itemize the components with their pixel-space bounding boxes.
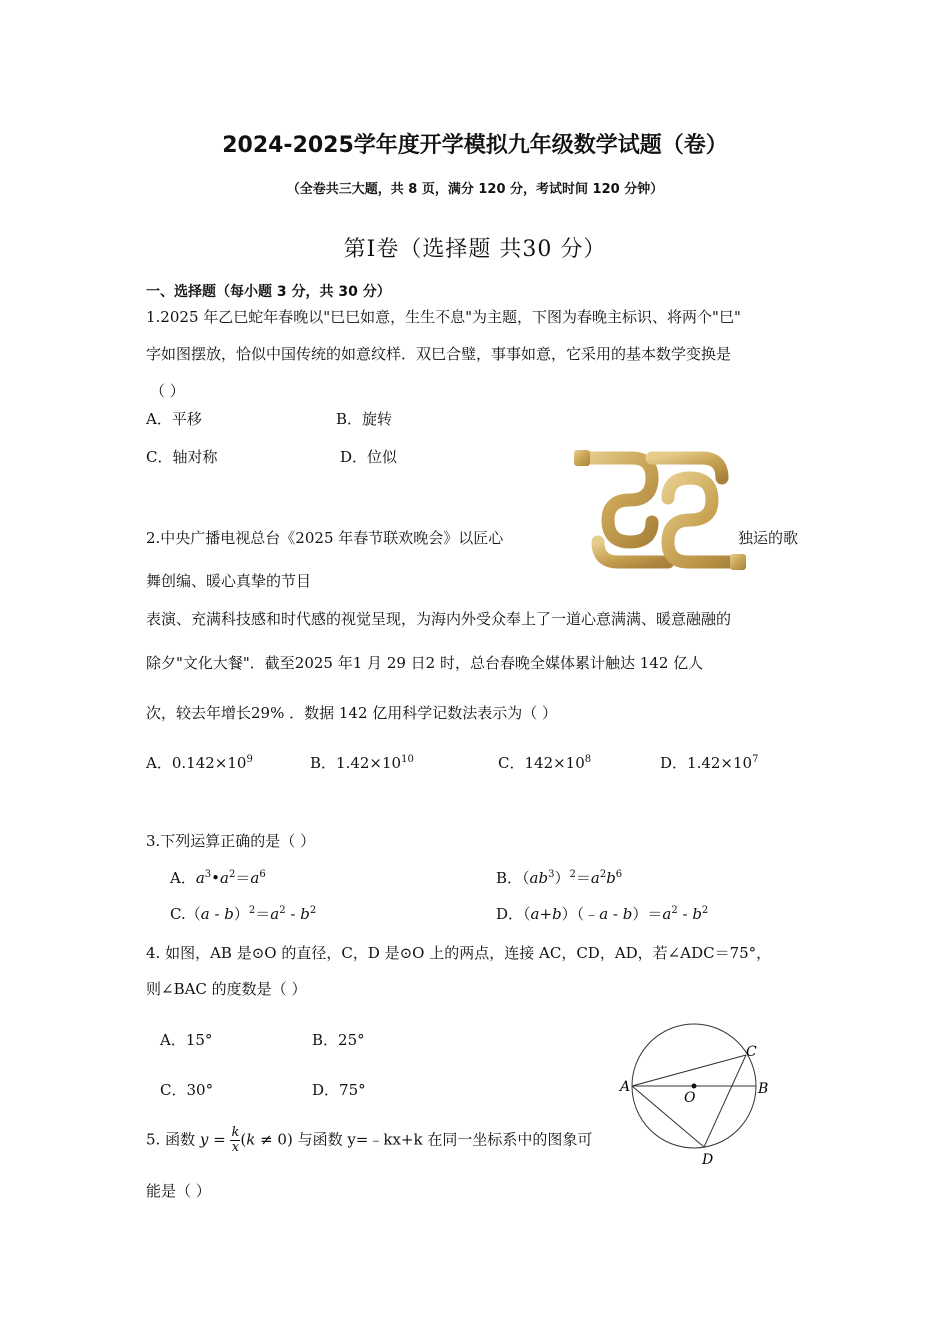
q4-option-b: B．25° [312, 1031, 365, 1049]
q5-fraction: $\frac{k}{x}$ [231, 1125, 240, 1155]
q2-option-d: D．$1.42\times 10^7$ [660, 754, 759, 772]
center-point [692, 1084, 697, 1089]
q3-option-b: B．$(ab^3)^2=a^2b^6$ [496, 869, 623, 887]
q5-line-1: 5. 函数 y = $\frac{k}{x}$ (k ≠ 0) 与函数 y=﹣kx+k 在同一坐标系中的图象可 [146, 1125, 593, 1155]
q2-line-1: 2.中央广播电视总台《2025 年春节联欢晚会》以匠心 [146, 529, 504, 547]
q2-option-a: A．$0.142\times 10^9$ [146, 754, 253, 772]
q4-option-a: A．15° [160, 1031, 213, 1049]
label-d: D [702, 1152, 714, 1168]
q2-line-1-end: 独运的歌 [738, 529, 799, 547]
q2-line-3: 表演、充满科技感和时代感的视觉呈现，为海内外受众奉上了一道心意满满、暖意融融的 [146, 610, 732, 628]
q2-line-2: 舞创编、暖心真挚的节目 [146, 572, 312, 590]
q3-option-a: A．$a^3•a^2=a^6$ [170, 869, 266, 887]
q2-option-b: B．$1.42\times 10^{10}$ [310, 754, 414, 772]
label-b: B [758, 1081, 769, 1097]
q3-stem: 3.下列运算正确的是（ ） [146, 832, 316, 850]
q4-option-d: D．75° [312, 1081, 366, 1099]
label-a: A [620, 1079, 631, 1095]
q4-line-2: 则∠BAC 的度数是（ ） [146, 980, 307, 998]
section-heading: 一、选择题（每小题 3 分，共 30 分） [146, 284, 391, 300]
q1-line-1: 1.2025 年乙巳蛇年春晚以"巳巳如意，生生不息"为主题，下图为春晚主标识、将两个"巳" [146, 308, 741, 326]
chord-ac [632, 1055, 746, 1086]
q1-line-3: （ ） [150, 382, 185, 400]
q3-option-d: D．（a+b）（﹣a - $b)=a^2 - b^2$ [496, 905, 709, 923]
q2-option-c: C．$142\times 10^8$ [498, 754, 592, 772]
volume-heading: 第Ⅰ卷（选择题 共30 分） [343, 237, 607, 262]
q5-line-2: 能是（ ） [146, 1182, 211, 1200]
spring-gala-logo [572, 448, 748, 572]
q3-option-c: $C.(a - b)^2=a^2 - b^2$ [170, 905, 317, 923]
q1-option-b: B．旋转 [336, 410, 393, 428]
q4-line-1: 4. 如图，AB 是⊙O 的直径，C，D 是⊙O 上的两点，连接 AC，CD，AD，若∠ADC＝75°， [146, 944, 772, 962]
q1-option-a: A．平移 [146, 410, 202, 428]
circle-figure [612, 1018, 782, 1170]
q1-line-2: 字如图摆放，恰似中国传统的如意纹样．双巳合璧，事事如意，它采用的基本数学变换是 [146, 345, 732, 363]
exam-info: （全卷共三大题，共 8 页，满分 120 分，考试时间 120 分钟） [286, 182, 664, 197]
page-title: 2024-2025学年度开学模拟九年级数学试题（卷） [222, 133, 728, 158]
q4-option-c: C．30° [160, 1081, 214, 1099]
q2-line-5: 次，较去年增长29% ．数据 142 亿用科学记数法表示为（ ） [146, 704, 558, 722]
label-o: O [684, 1090, 696, 1106]
q1-option-c: C．轴对称 [146, 448, 218, 466]
chord-cd [704, 1055, 746, 1147]
q1-option-d: D．位似 [340, 448, 398, 466]
label-c: C [746, 1044, 757, 1060]
q2-line-4: 除夕"文化大餐"．截至2025 年1 月 29 日2 时，总台春晚全媒体累计触达 142 亿人 [146, 654, 704, 672]
